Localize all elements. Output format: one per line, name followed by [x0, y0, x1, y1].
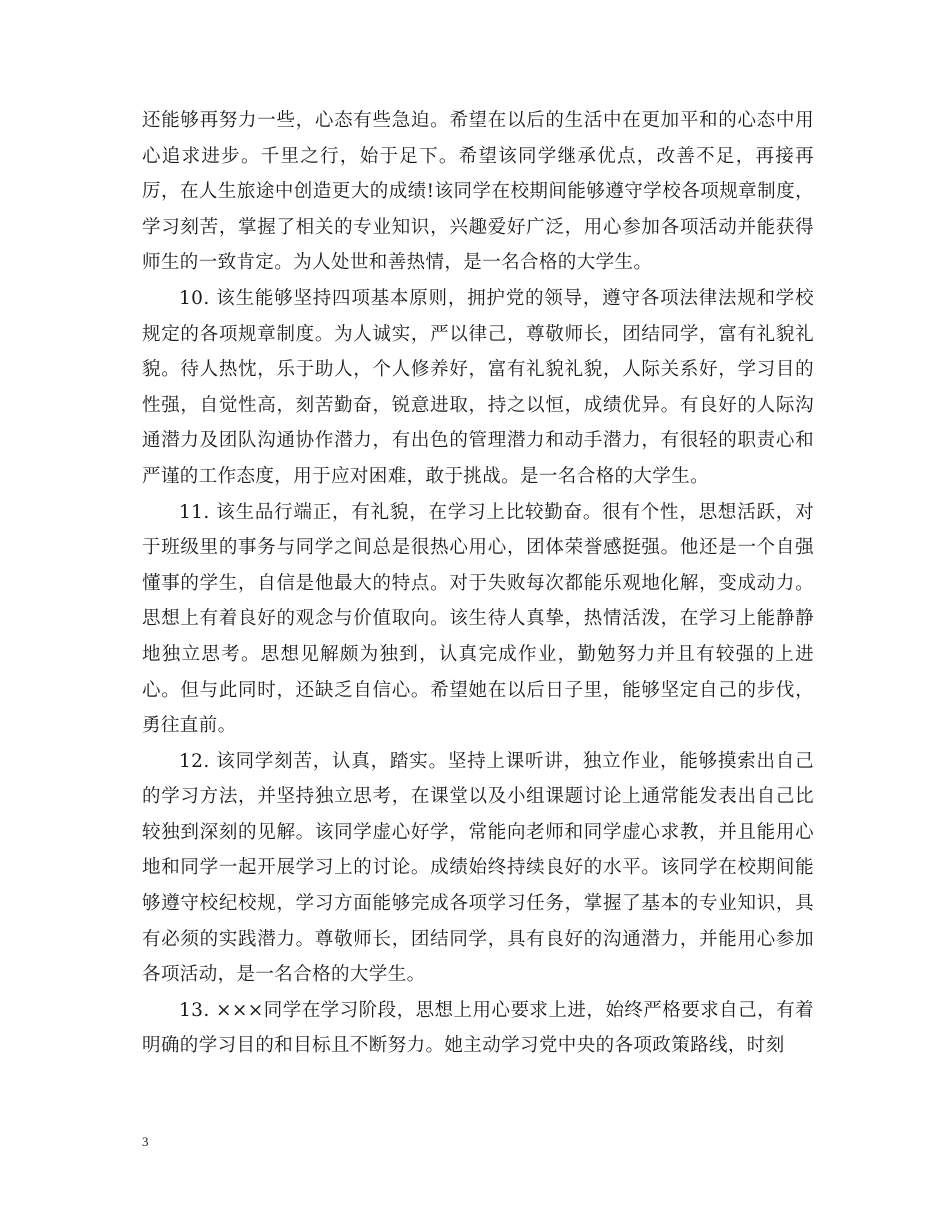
paragraph-12: 12. 该同学刻苦，认真，踏实。坚持上课听讲，独立作业，能够摸索出自己的学习方法，并坚持独立思考，在课堂以及小组课题讨论上通常能发表出自己比较独到深刻的见解。该同学虚心好学，常能向老师和同学虚心求教，并且能用心地和同学一起开展学习上的讨论。成绩始终持续良好的水平。该同学在校期间能够遵守校纪校规，学习方面能够完成各项学习任务，掌握了基本的专业知识，具有必须的实践潜力。尊敬师长，团结同学，具有良好的沟通潜力，并能用心参加各项活动，是一名合格的大学生。 — [142, 750, 814, 986]
paragraph-13: 13. ×××同学在学习阶段，思想上用心要求上进，始终严格要求自己，有着明确的学习目的和目标且不断努力。她主动学习党中央的各项政策路线，时刻 — [142, 999, 814, 1057]
document-body — [142, 103, 814, 1064]
paragraph-1: 还能够再努力一些，心态有些急迫。希望在以后的生活中在更加平和的心态中用心追求进步。千里之行，始于足下。希望该同学继承优点，改善不足，再接再厉，在人生旅途中创造更大的成绩!该同学在校期间能够遵守学校各项规章制度，学习刻苦，掌握了相关的专业知识，兴趣爱好广泛，用心参加各项活动并能获得师生的一致肯定。为人处世和善热情，是一名合格的大学生。 — [142, 110, 814, 274]
paragraph-10: 10. 该生能够坚持四项基本原则，拥护党的领导，遵守各项法律法规和学校规定的各项规章制度。为人诚实，严以律己，尊敬师长，团结同学，富有礼貌礼貌。待人热忱，乐于助人，个人修养好，富有礼貌礼貌，人际关系好，学习目的性强，自觉性高，刻苦勤奋，锐意进取，持之以恒，成绩优异。有良好的人际沟通潜力及团队沟通协作潜力，有出色的管理潜力和动手潜力，有很轻的职责心和严谨的工作态度，用于应对困难，敢于挑战。是一名合格的大学生。 — [142, 287, 814, 487]
paragraph-11: 11. 该生品行端正，有礼貌，在学习上比较勤奋。很有个性，思想活跃，对于班级里的事务与同学之间总是很热心用心，团体荣誉感挺强。他还是一个自强懂事的学生，自信是他最大的特点。对于失败每次都能乐观地化解，变成动力。思想上有着良好的观念与价值取向。该生待人真挚，热情活泼，在学习上能静静地独立思考。思想见解颇为独到，认真完成作业，勤勉努力并且有较强的上进心。但与此同时，还缺乏自信心。希望她在以后日子里，能够坚定自己的步伐，勇往直前。 — [142, 501, 814, 737]
page-number: 3 — [142, 1134, 149, 1149]
